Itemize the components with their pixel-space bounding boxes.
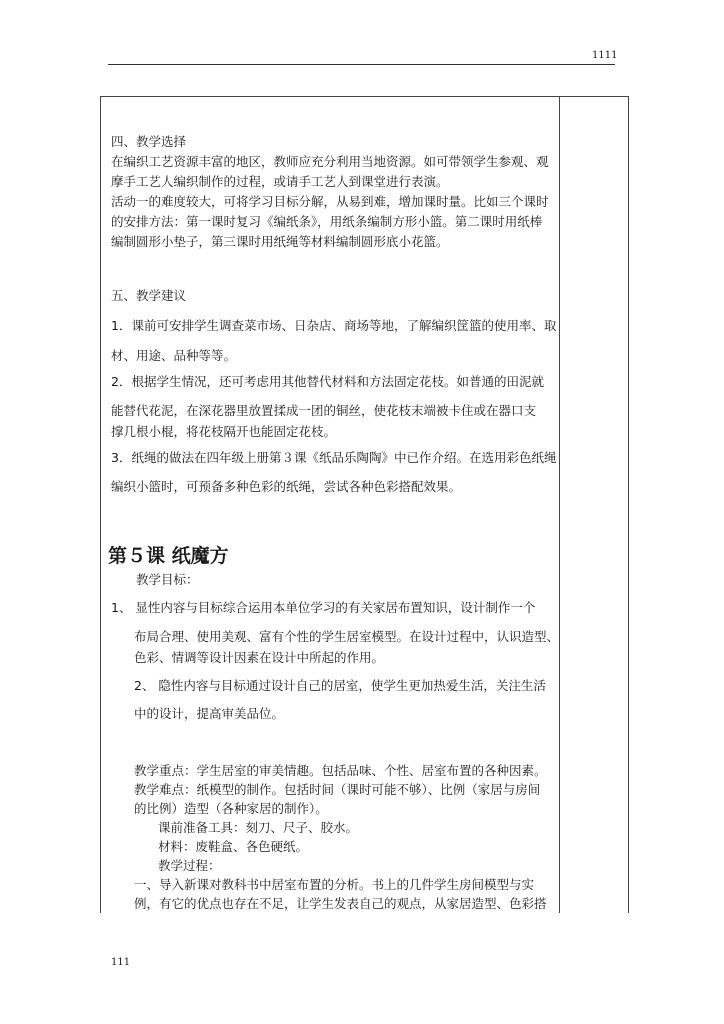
detail-line: 课前准备工具：刻刀、尺子、胶水。 bbox=[158, 820, 359, 835]
detail-line: 教学过程： bbox=[158, 858, 221, 873]
paragraph-line: 编织小篮时，可预备多种色彩的纸绳，尝试各种色彩搭配效果。 bbox=[111, 479, 462, 494]
paragraph-line: 的安排方法：第一课时复习《编纸条》，用纸条编制方形小篮。第二课时用纸棒 bbox=[111, 214, 543, 229]
paragraph-line: 1．课前可安排学生调查菜市场、日杂店、商场等地，了解编织筐篮的使用率、取 bbox=[111, 318, 557, 333]
notes-column bbox=[559, 96, 629, 913]
section-title: 四、教学选择 bbox=[111, 134, 187, 149]
paragraph-line: 编制圆形小垫子，第三课时用纸绳等材料编制圆形底小花篮。 bbox=[111, 234, 449, 249]
objectives-label: 教学目标： bbox=[136, 572, 199, 587]
objective-line: 色彩、情调等设计因素在设计中所起的作用。 bbox=[134, 650, 385, 665]
paragraph-line: 摩手工艺人编织制作的过程，或请手工艺人到课堂进行表演。 bbox=[111, 174, 449, 189]
paragraph-line: 材、用途、品种等等。 bbox=[111, 348, 237, 363]
header-page-number: 1111 bbox=[592, 50, 618, 61]
paragraph-line: 撑几根小棍，将花枝隔开也能固定花枝。 bbox=[111, 424, 337, 439]
footer-page-number: 111 bbox=[111, 957, 131, 968]
detail-line: 教学重点：学生居室的审美情趣。包括品味、个性、居室布置的各种因素。 bbox=[134, 763, 547, 778]
objective-line: 2、 隐性内容与目标通过设计自己的居室，使学生更加热爱生活，关注生活 bbox=[134, 678, 546, 693]
detail-line: 教学难点：纸模型的制作。包括时间（课时可能不够）、比例（家居与房间 bbox=[134, 782, 541, 797]
paragraph-line: 2．根据学生情况，还可考虑用其他替代材料和方法固定花枝。如普通的田泥就 bbox=[111, 374, 544, 389]
detail-line: 一、导入新课对教科书中居室布置的分析。书上的几件学生房间模型与实 bbox=[134, 877, 535, 892]
paragraph-line: 3．纸绳的做法在四年级上册第３课《纸品乐陶陶》中已作介绍。在选用彩色纸绳 bbox=[111, 450, 557, 465]
section-title: 五、教学建议 bbox=[111, 288, 187, 303]
detail-line: 材料：废鞋盒、各色硬纸。 bbox=[158, 839, 309, 854]
paragraph-line: 在编织工艺资源丰富的地区，教师应充分利用当地资源。如可带领学生参观、观 bbox=[111, 154, 549, 169]
paragraph-line: 活动一的难度较大，可将学习目标分解，从易到难，增加课时量。比如三个课时 bbox=[111, 194, 549, 209]
detail-line: 例，有它的优点也存在不足，让学生发表自己的观点，从家居造型、色彩搭 bbox=[134, 896, 547, 911]
objective-line: 中的设计，提高审美品位。 bbox=[134, 706, 285, 721]
header-rule bbox=[108, 64, 615, 65]
detail-line: 的比例）造型（各种家居的制作）。 bbox=[134, 801, 328, 816]
paragraph-line: 能替代花泥，在深花器里放置揉成一团的铜丝，使花枝末端被卡住或在器口支 bbox=[111, 403, 537, 418]
objective-line: 布局合理、使用美观、富有个性的学生居室模型。在设计过程中，认识造型、 bbox=[134, 629, 560, 644]
objective-line: 1、 显性内容与目标综合运用本单位学习的有关家居布置知识，设计制作一个 bbox=[111, 600, 536, 615]
lesson-heading: 第５课 纸魔方 bbox=[108, 545, 229, 567]
